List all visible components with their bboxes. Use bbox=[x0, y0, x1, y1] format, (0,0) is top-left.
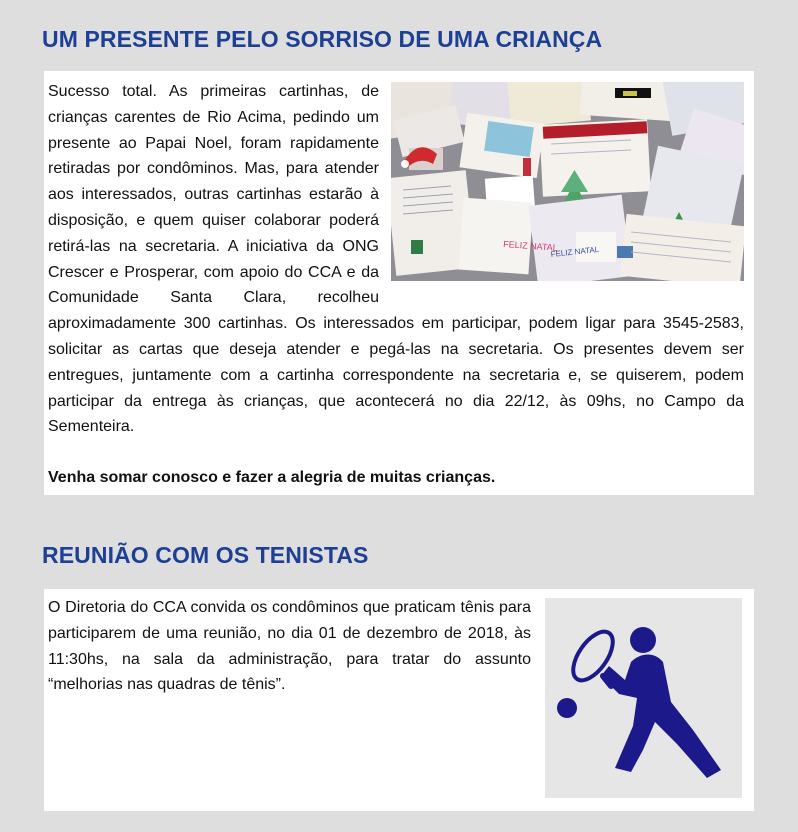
section-title-gift: UM PRESENTE PELO SORRISO DE UMA CRIANÇA bbox=[42, 26, 603, 52]
tennis-paragraph: O Diretoria do CCA convida os condôminos que praticam tênis para participarem de uma reunião, no dia 01 de dezembro de 2018, às 11:30hs, na sala da administração, para tratar do assunto “melhorias nas quadras de tênis”. bbox=[48, 599, 531, 694]
tennis-card bbox=[44, 589, 754, 811]
christmas-letters-photo bbox=[391, 82, 744, 281]
section-title-tennis: REUNIÃO COM OS TENISTAS bbox=[42, 542, 369, 568]
svg-text:FELIZ NATAL: FELIZ NATAL bbox=[502, 239, 559, 253]
gift-card bbox=[44, 71, 754, 495]
gift-paragraph: Sucesso total. As primeiras cartinhas, de crianças carentes de Rio Acima, pedindo um presente ao Papai Noel, foram rapidamente retiradas por condôminos. Mas, para atender aos interessados, outras cartinhas estarão à disposição, e quem quiser colaborar poderá retirá-las na secretaria. A iniciativa da ONG Crescer e Prosperar, com apoio do CCA e da Comunidade Santa Clara, recolheu aproximadamente 300 cartinhas. Os interessados em participar, podem ligar para 3545-2583, solicitar as cartas que deseja atender e pegá-las na secretaria. Os presentes devem ser entregues, juntamente com a cartinha correspondente na secretaria e, se quiserem, podem participar da entrega às crianças, que acontecerá no dia 22/12, às 09hs, no Campo da Sementeira. bbox=[48, 83, 744, 436]
svg-text:FELIZ NATAL: FELIZ NATAL bbox=[550, 244, 600, 259]
tennis-player-icon bbox=[545, 598, 742, 798]
gift-cta: Venha somar conosco e fazer a alegria de muitas crianças. bbox=[48, 469, 496, 487]
